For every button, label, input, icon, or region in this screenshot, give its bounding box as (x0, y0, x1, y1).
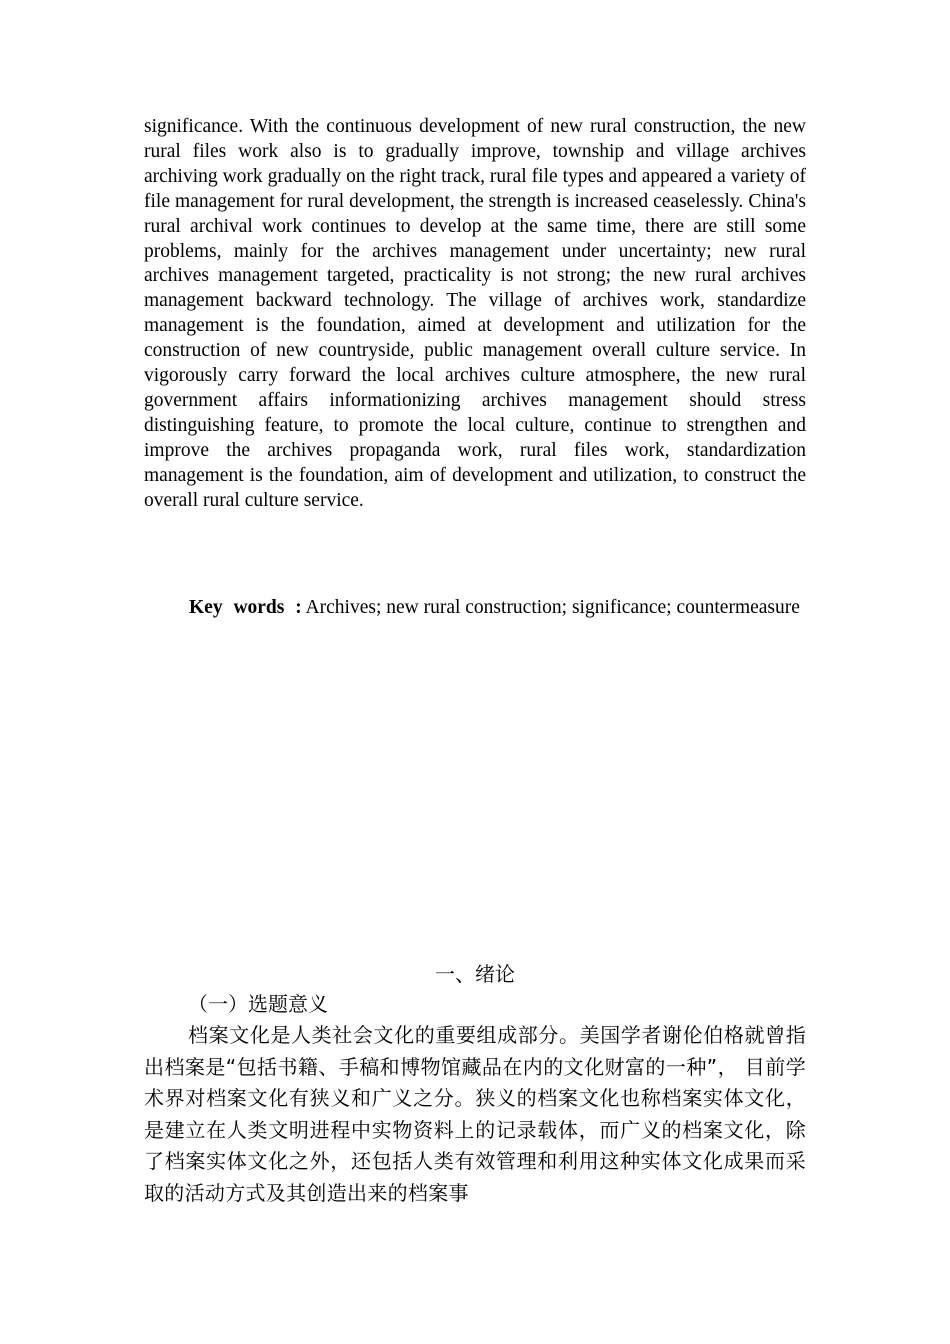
subsection-title: （一）选题意义 (188, 992, 328, 1016)
keywords-text: Archives; new rural construction; significance; countermeasure (301, 597, 800, 618)
section-title: 一、绪论 (435, 962, 515, 986)
section-body-text: 档案文化是人类社会文化的重要组成部分。美国学者谢伦伯格就曾指出档案是“包括书籍、手稿和博物馆藏品在内的文化财富的一种”， 目前学术界对档案文化有狭义和广义之分。狭义的档案文化也称档案实体文化，是建立在人类文明进程中实物资料上的记录载体，而广义的档案文化，除了档案实体文化之外，还包括人类有效管理和利用这种实体文化成果而采取的活动方式及其创造出来的档案事 (144, 1023, 806, 1205)
abstract-text: significance. With the continuous development of new rural construction, the new rural files work also is to gradually improve, township and village archives archiving work gradually on the right track, rural file types and appeared a variety of file management for rural development, the strength is increased ceaselessly. China's rural archival work continues to develop at the same time, there are still some problems, mainly for the archives management under uncertainty; new rural archives management targeted, practicality is not strong; the new rural archives management backward technology. The village of archives work, standardize management is the foundation, aimed at development and utilization for the construction of new countryside, public management overall culture service. In vigorously carry forward the local archives culture atmosphere, the new rural government affairs informationizing archives management should stress distinguishing feature, to promote the local culture, continue to strengthen and improve the archives propaganda work, rural files work, standardization management is the foundation, aim of development and utilization, to construct the overall rural culture service. (144, 116, 806, 511)
keywords-label: Key words : (189, 597, 302, 618)
keywords-paragraph (144, 592, 806, 623)
